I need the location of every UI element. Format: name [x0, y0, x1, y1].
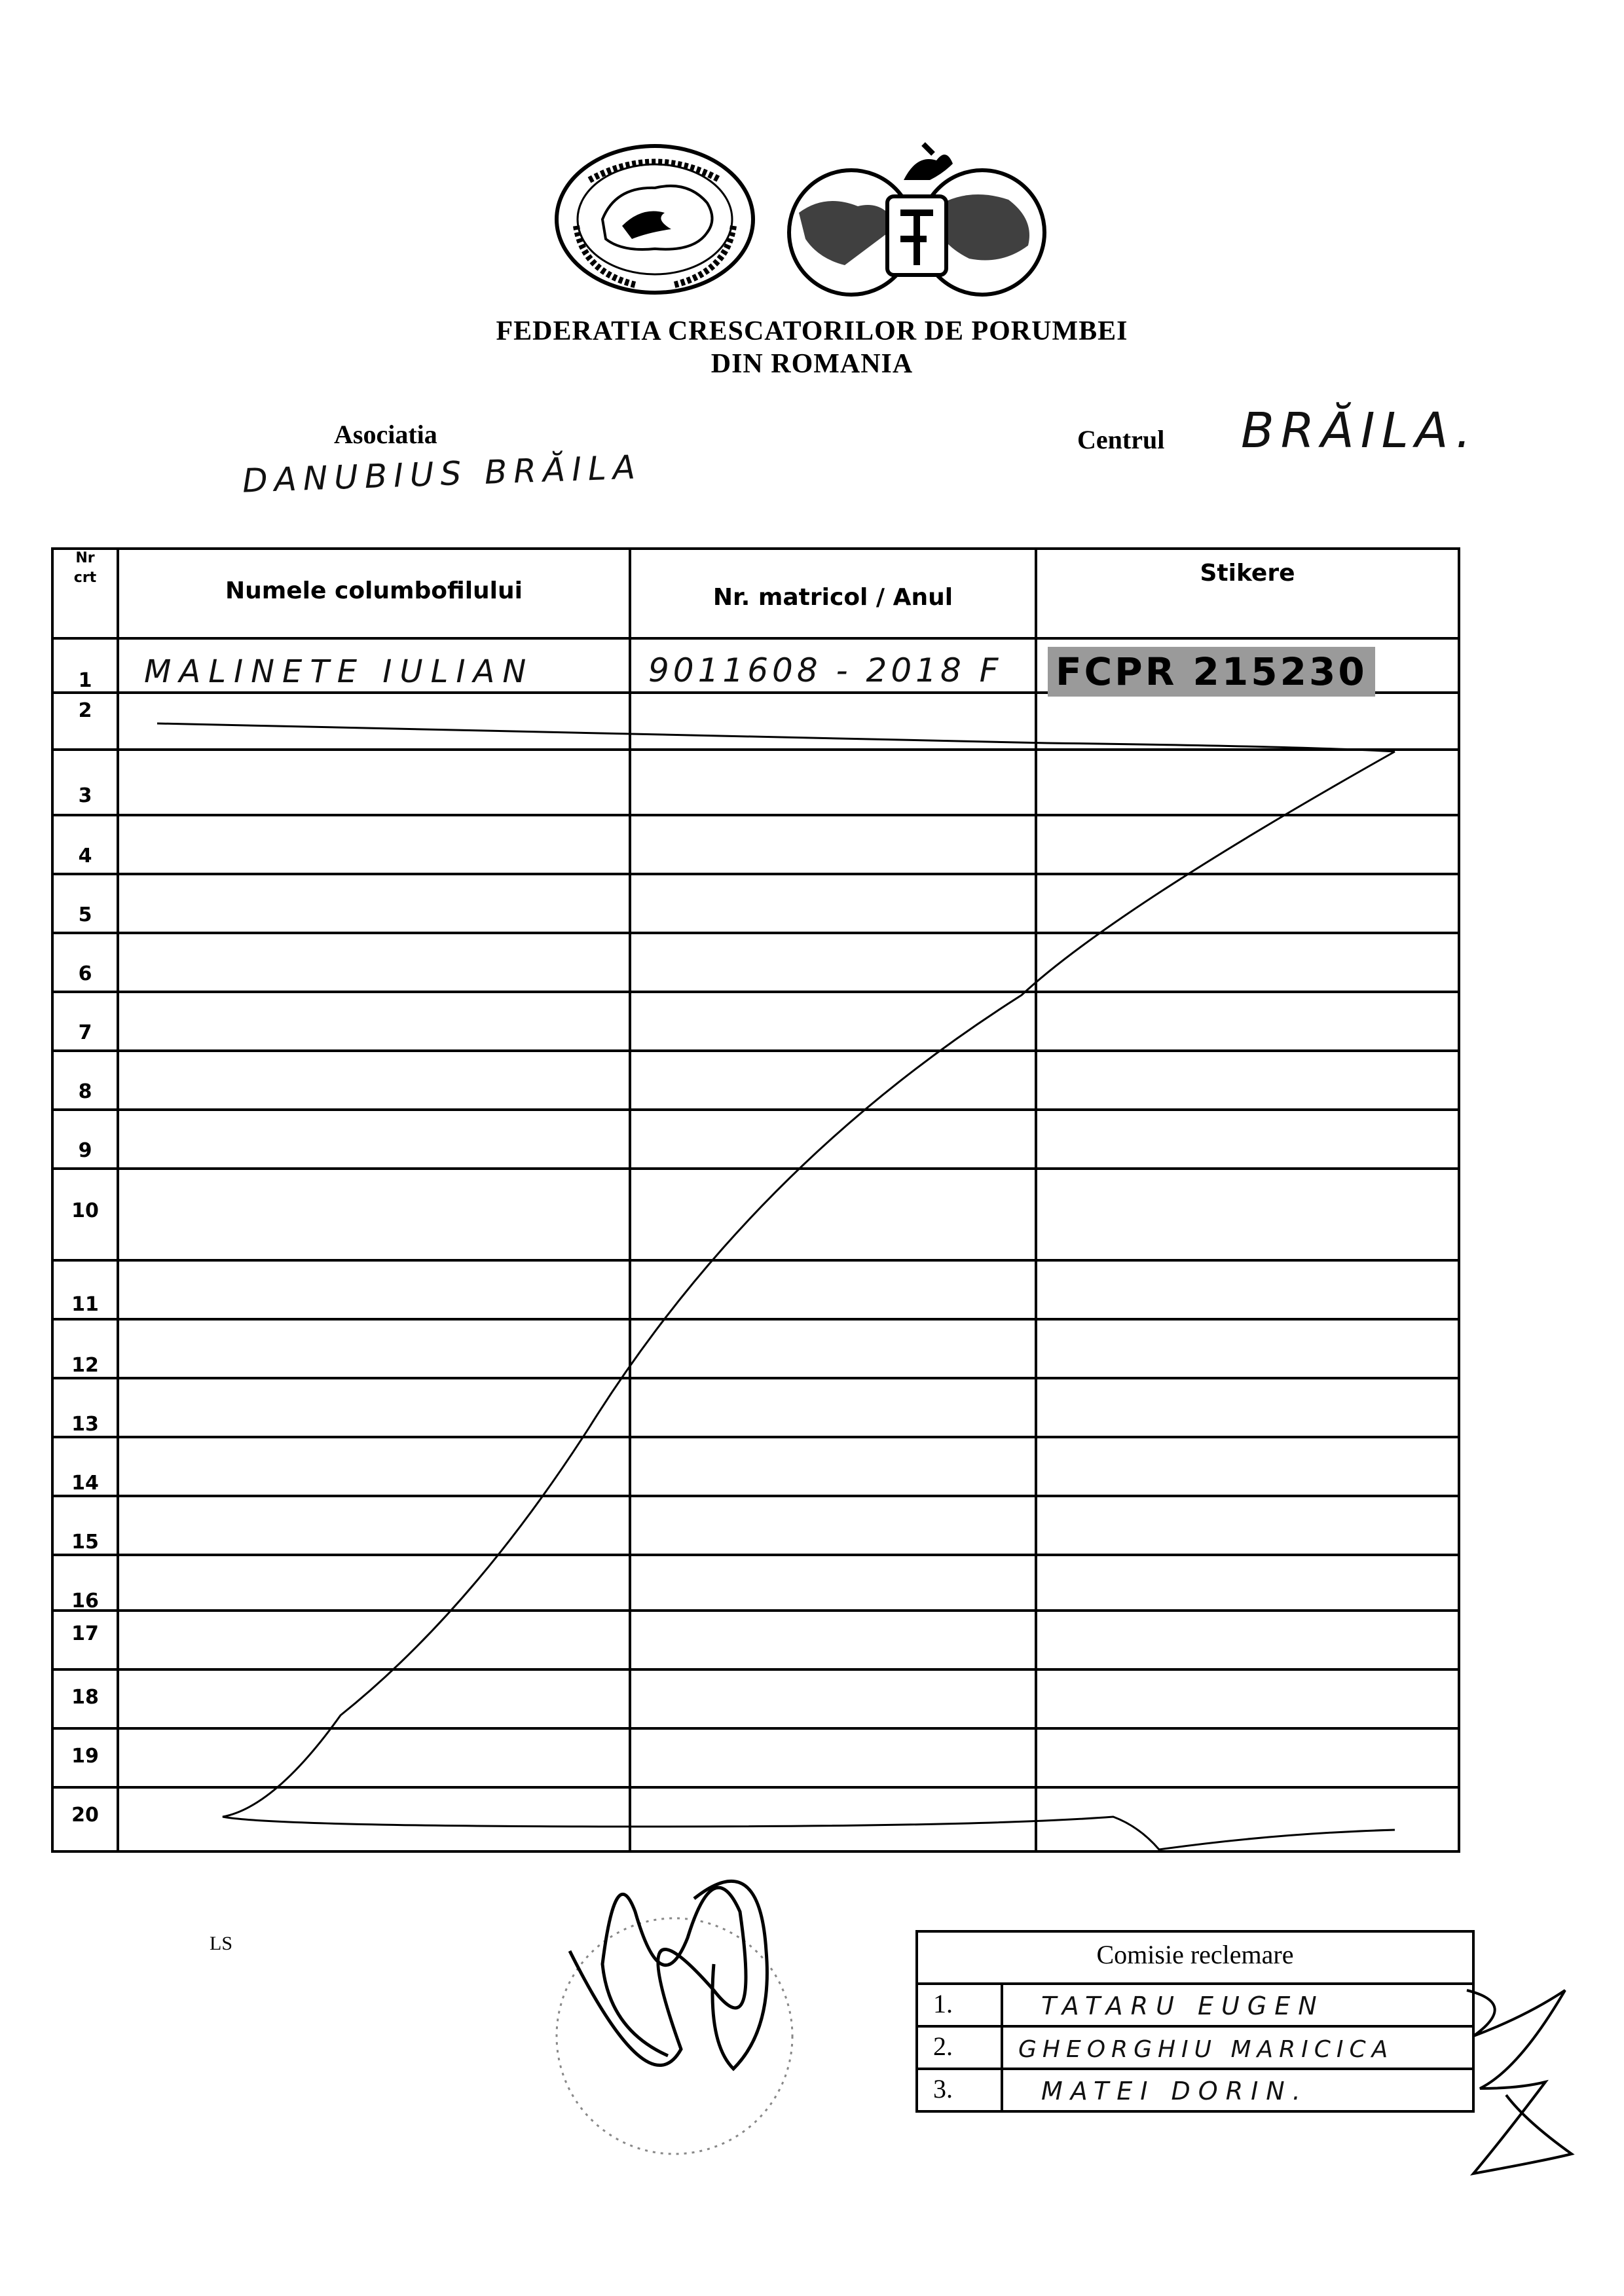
- row-number: 8: [78, 1080, 92, 1103]
- row-number: 9: [78, 1139, 92, 1162]
- row-number: 10: [71, 1199, 99, 1222]
- name-column-header: Numele columbofilului: [225, 577, 523, 604]
- stikere-column-header: Stikere: [1200, 560, 1295, 587]
- row-number: 15: [71, 1531, 99, 1554]
- stamp-signature: [544, 1833, 819, 2174]
- row-number: 17: [71, 1622, 99, 1645]
- row-number: 18: [71, 1686, 99, 1709]
- row-number: 20: [71, 1804, 99, 1827]
- commission-member-number: 1.: [933, 1989, 953, 2018]
- row-number: 11: [71, 1293, 99, 1316]
- matricol-column-header: Nr. matricol / Anul: [712, 584, 953, 611]
- asociatia-label: Asociatia: [334, 420, 437, 449]
- commission-title: Comisie reclemare: [1096, 1940, 1294, 1969]
- centrul-value[interactable]: BRĂILA.: [1241, 403, 1478, 459]
- commission-member-number: 3.: [933, 2074, 953, 2104]
- row-number: 2: [78, 699, 92, 722]
- row-number: 7: [78, 1021, 92, 1044]
- asociatia-value[interactable]: DANUBIUS BRĂILA: [242, 448, 642, 500]
- row-number: 12: [71, 1354, 99, 1377]
- row1-name[interactable]: MALINETE IULIAN: [144, 653, 534, 690]
- row-number: 14: [71, 1472, 99, 1495]
- federation-subtitle: DIN ROMANIA: [710, 349, 913, 379]
- commission-member-number: 2.: [933, 2032, 953, 2061]
- strike-through-mark: [157, 723, 1395, 1850]
- row-number: 6: [78, 962, 92, 985]
- centrul-label: Centrul: [1077, 425, 1165, 454]
- ls-label: LS: [210, 1933, 233, 1954]
- row-number: 19: [71, 1745, 99, 1768]
- row-number: 3: [78, 784, 92, 807]
- row-number: 4: [78, 845, 92, 867]
- row1-sticker: FCPR 215230: [1048, 647, 1375, 697]
- nr-crt-header-line2: crt: [73, 570, 97, 586]
- commission-member-name[interactable]: MATEI DORIN.: [1041, 2077, 1308, 2105]
- nr-crt-header-line1: Nr: [75, 550, 95, 566]
- row-number: 1: [78, 669, 92, 692]
- row-number: 5: [78, 903, 92, 926]
- commission-member-name[interactable]: GHEORGHIU MARICICA: [1018, 2036, 1394, 2063]
- row1-matricol[interactable]: 9011608 - 2018 F: [648, 651, 1003, 689]
- federation-title: FEDERATIA CRESCATORILOR DE PORUMBEI: [496, 316, 1128, 346]
- row-number: 16: [71, 1590, 99, 1613]
- row-number: 13: [71, 1413, 99, 1436]
- commission-member-name[interactable]: TATARU EUGEN: [1041, 1992, 1325, 2020]
